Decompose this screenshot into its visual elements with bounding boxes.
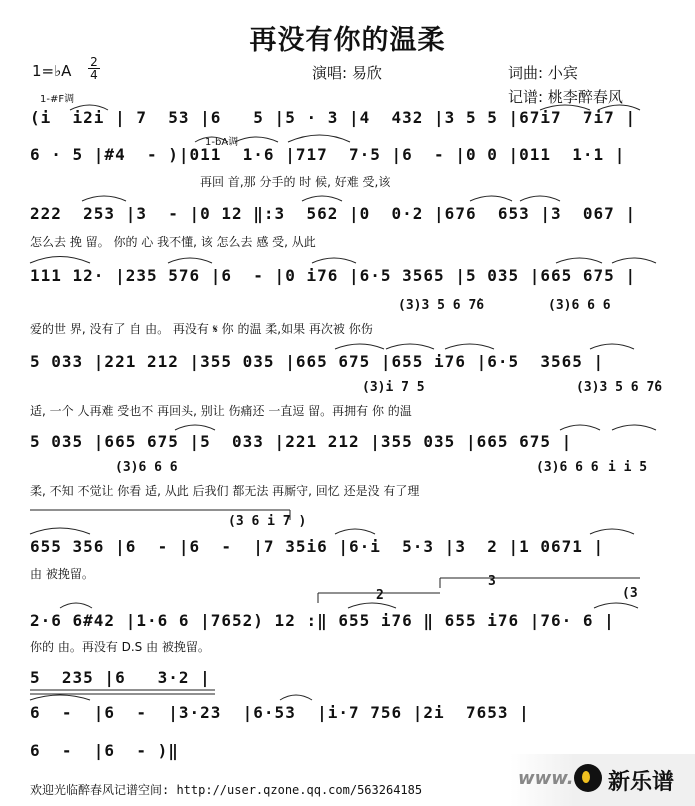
logo-name: 新乐谱 [608, 770, 675, 795]
ornament-7: i i 5 [608, 460, 648, 475]
notation-line-2: 6 · 5 |#4 - )|011 1·6 |717 7·5 |6 - |0 0 |011 1·1 | [30, 145, 626, 164]
volta-3: 3 [488, 574, 496, 589]
lyric-line-5: 适, 一个 人再难 受也不 再回头, 别让 伤痛还 一直逗 留。再拥有 你 的温 [30, 404, 412, 418]
notation-line-6: 5 035 |665 675 |5 033 |221 212 |355 035 |665 675 | [30, 432, 573, 451]
notation-line-5: 5 033 |221 212 |355 035 |665 675 |655 i76 |6·5 3565 | [30, 352, 605, 371]
site-logo[interactable] [510, 754, 695, 806]
ornament-4: (3)3 5 6 7̇6 [576, 380, 663, 395]
notation-line-3: 222 253 |3 - |0 12 ‖:3 562 |0 0·2 |676 653 |3 067 | [30, 204, 637, 223]
ornament-1: (3)3 5 6 7̇6 [398, 298, 485, 313]
transcriber: 记谱: 桃李醉春风 [508, 88, 623, 106]
notation-line-11: 6 - |6 - )‖ [30, 741, 179, 760]
composer: 词曲: 小宾 [508, 64, 578, 82]
ornament-9: (3 [622, 586, 638, 601]
time-bottom: 4 [88, 68, 100, 81]
modulation-note-2: 1-bA调 [205, 137, 239, 148]
ornament-8: (3 6 i 7 ) [228, 514, 307, 529]
lyric-line-8: 你的 由。再没有 D.S 由 被挽留。 [30, 640, 210, 654]
lyric-line-6: 柔, 不知 不觉让 你看 适, 从此 后我们 都无法 再厮守, 回忆 还是没 有了理 [30, 484, 420, 498]
notation-line-1: (i i2i | 7 53 |6 5 |5 · 3 |4 432 |3 5 5 |67i7 7i7 | [30, 108, 637, 127]
modulation-note-1: 1-#F调 [40, 94, 75, 105]
notation-line-9: 5 235 |6 3·2 | [30, 668, 211, 687]
lyric-line-3: 怎么去 挽 留。 你的 心 我不懂, 该 怎么去 感 受, 从此 [30, 235, 316, 249]
song-title: 再没有你的温柔 [249, 25, 446, 56]
lyric-line-4: 爱的世 界, 没有了 自 由。 再没有 𝄋 你 的温 柔,如果 再次被 你伤 [30, 322, 373, 336]
singer: 演唱: 易欣 [312, 64, 382, 82]
ornament-5: (3)6 6 6 [115, 460, 178, 475]
logo-www: www. [518, 768, 574, 789]
music-note-icon [574, 764, 602, 792]
ornament-6: (3)6 6 6 [536, 460, 599, 475]
ornament-3: (3)i 7 5 [362, 380, 425, 395]
key-signature: 1=♭A [32, 62, 72, 80]
notation-line-7: 655 356 |6 - |6 - |7 35i6 |6·i 5·3 |3 2 |1 0671 | [30, 537, 605, 556]
notation-line-10: 6 - |6 - |3·23 |6·53 |i·7 756 |2i 7653 | [30, 703, 530, 722]
lyric-line-7: 由 被挽留。 [30, 567, 94, 581]
time-top: 2 [90, 55, 98, 69]
ornament-2: (3)6 6 6 [548, 298, 611, 313]
footer-text: 欢迎光临醉春风记谱空间: http://user.qzone.qq.com/563264185 [30, 783, 423, 797]
notation-line-8: 2·6 6#42 |1·6 6 |7652) 12 :‖ 655 i76 ‖ 655 i76 |76· 6 | [30, 611, 615, 630]
volta-2: 2 [376, 588, 384, 603]
lyric-line-2: 再回 首,那 分手的 时 候, 好难 受,该 [200, 175, 391, 189]
notation-line-4: 111 12· |235 576 |6 - |0 i76 |6·5 3565 |5 035 |665 675 | [30, 266, 637, 285]
